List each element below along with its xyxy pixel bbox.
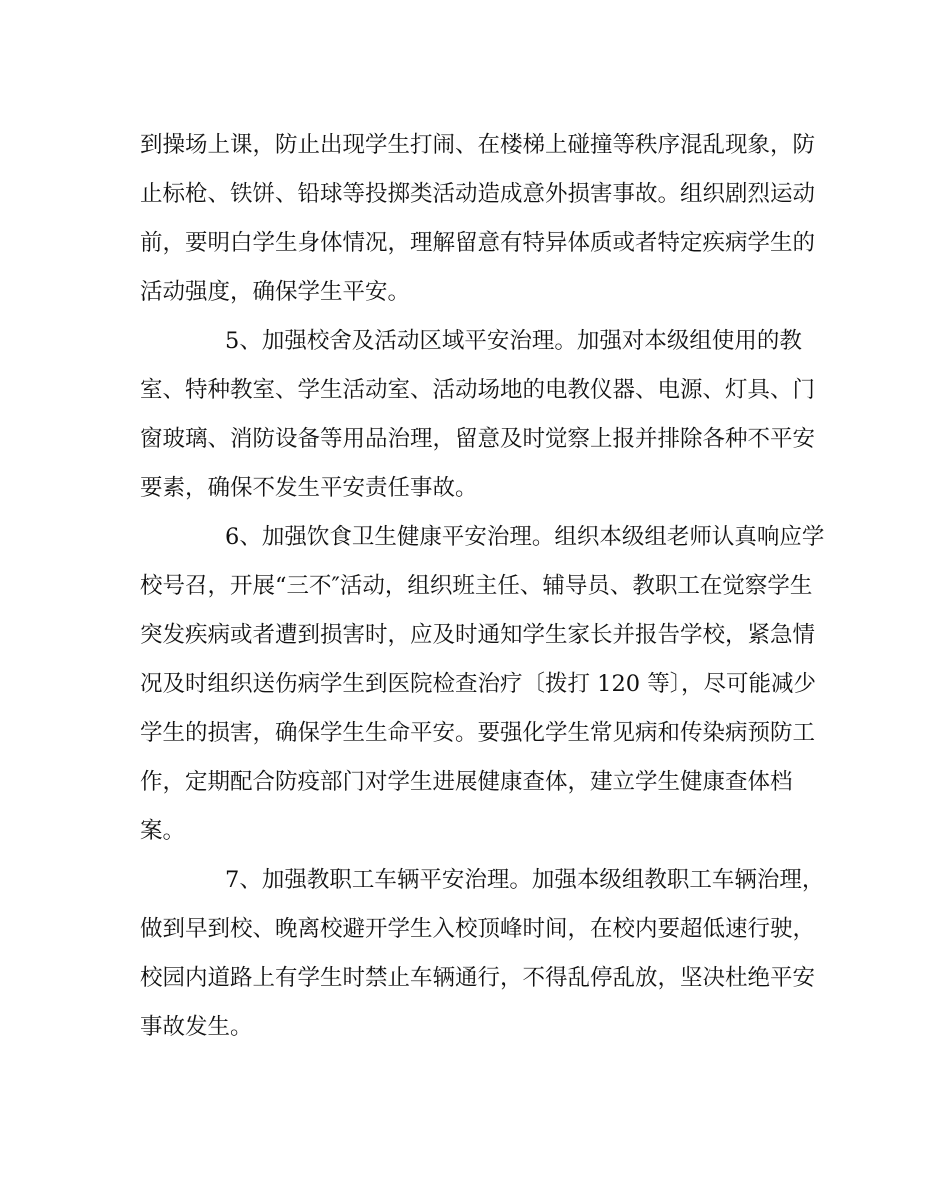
paragraph-line: 前，要明白学生身体情况，理解留意有特异体质或者特定疾病学生的 <box>140 230 816 256</box>
paragraph-line: 活动强度，确保学生平安。 <box>140 279 411 305</box>
paragraph-line: 止标枪、铁饼、铅球等投掷类活动造成意外损害事故。组织剧烈运动 <box>140 181 816 207</box>
paragraph-line: 作，定期配合防疫部门对学生进展健康查体，建立学生健康查体档 <box>140 769 793 795</box>
paragraph-line: 事故发生。 <box>140 1014 253 1040</box>
paragraph-line: 窗玻璃、消防设备等用品治理，留意及时觉察上报并排除各种不平安 <box>140 426 816 452</box>
paragraph-line: 案。 <box>140 818 186 844</box>
paragraph-line: 校园内道路上有学生时禁止车辆通行，不得乱停乱放，坚决杜绝平安 <box>140 965 816 991</box>
paragraph-line: 况及时组织送伤病学生到医院检查治疗〔拨打 120 等〕，尽可能减少 <box>140 671 817 697</box>
paragraph-line: 学生的损害，确保学生生命平安。要强化学生常见病和传染病预防工 <box>140 720 816 746</box>
paragraph-item-7-heading: 7、加强教职工车辆平安治理。加强本级组教职工车辆治理， <box>225 867 825 893</box>
paragraph-line: 要素，确保不发生平安责任事故。 <box>140 475 478 501</box>
paragraph-item-6-heading: 6、加强饮食卫生健康平安治理。组织本级组老师认真响应学 <box>225 524 825 550</box>
paragraph-line: 室、特种教室、学生活动室、活动场地的电教仪器、电源、灯具、门 <box>140 377 816 403</box>
paragraph-line: 突发疾病或者遭到损害时，应及时通知学生家长并报告学校，紧急情 <box>140 622 816 648</box>
paragraph-line: 到操场上课，防止出现学生打闹、在楼梯上碰撞等秩序混乱现象，防 <box>140 132 816 158</box>
paragraph-item-5-heading: 5、加强校舍及活动区域平安治理。加强对本级组使用的教 <box>225 328 802 354</box>
paragraph-line: 做到早到校、晚离校避开学生入校顶峰时间，在校内要超低速行驶， <box>140 916 816 942</box>
paragraph-line: 校号召，开展“三不″活动，组织班主任、辅导员、教职工在觉察学生 <box>140 573 813 599</box>
